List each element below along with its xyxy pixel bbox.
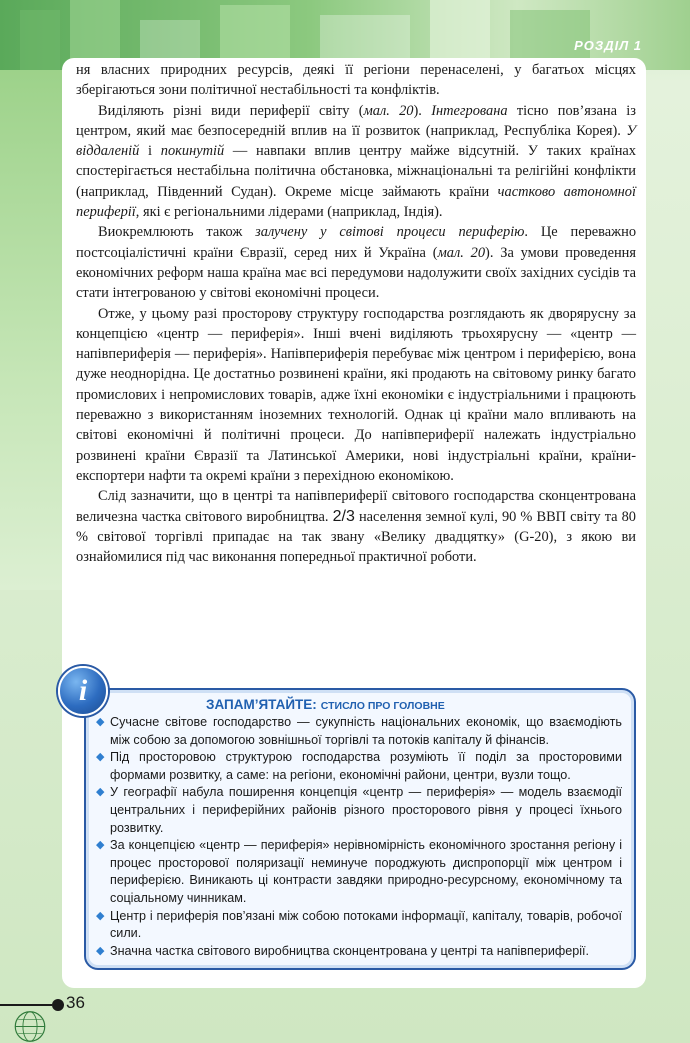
bullet-icon: ◆	[96, 909, 105, 922]
list-item	[94, 908, 622, 943]
list-item-text: За концепцією «центр — периферія» нерівномірність економічного зростання регіону і процес просторової поляризації неминуче породжують диспропорції між центром і периферією. Виникають ці контрасти завдяки природно-ресурсному, економічному та соціальному чинникам.	[110, 838, 622, 905]
remember-subheading: СТИСЛО ПРО ГОЛОВНЕ	[320, 700, 445, 712]
italic-term: мал. 20	[437, 244, 486, 261]
list-item	[94, 837, 622, 907]
italic-term: У віддаленій	[76, 122, 636, 160]
text-run: Виділяють різні види периферії світу (	[98, 102, 364, 119]
italic-term: Інтегрована	[431, 102, 508, 119]
list-item-text: У географії набула поширення концепція «центр — периферія» — модель взаємодії центральних і периферійних районів різного просторового рівня у процесі їхнього розвитку.	[110, 785, 622, 835]
list-item-text: Значна частка світового виробництва сконцентрована у центрі та напівпериферії.	[110, 943, 590, 958]
paragraph-3	[76, 222, 636, 303]
italic-term: частково автономної периферії	[76, 183, 636, 221]
list-item	[94, 784, 622, 837]
info-icon: i	[58, 666, 108, 716]
remember-list	[94, 714, 622, 960]
list-item-text: Під просторовою структурою господарства розуміють її поділ за просторовими формами розвитку, а саме: на регіони, економічні райони, центри, вузли тощо.	[110, 750, 622, 782]
fraction: 2/3	[332, 507, 355, 525]
page-number: 36	[66, 993, 85, 1012]
paragraph-5-start: Слід зазначити, що в центрі та напівпериферії світового господарства сконцентрована величезна частка світового виробництва.	[76, 488, 636, 525]
left-decoration	[0, 70, 70, 590]
list-item-text: Сучасне світове господарство — сукупність національних економік, що взаємодіють між собою за допомогою зовнішньої торгівлі та потоків капіталу й фінансів.	[110, 715, 622, 747]
text-run: ). За умови проведення економічних реформ наша країна має всі передумови надолужити своїх західних сусідів та стати інтегрованою у світові економічні процеси.	[76, 244, 636, 302]
section-tag: РОЗДІЛ 1	[574, 38, 642, 53]
bullet-icon: ◆	[96, 839, 105, 852]
paragraph-5	[76, 486, 636, 567]
text-run: , які є регіональними лідерами (наприклад, Індія).	[135, 204, 443, 221]
text-run: — навпаки вплив центру майже відсутній. У таких країнах спостерігається нестабільна політична обстановка, міжнаціональні та релігійні конфлікти (наприклад, Південний Судан). Окреме місце займають країни	[76, 143, 636, 200]
list-item-text: Центр і периферія пов’язані між собою потоками інформації, капіталу, товарів, робочої сили.	[110, 908, 622, 941]
list-item	[94, 943, 622, 961]
text-run: тісно пов’язана із центром, який має безпосередній вплив на її розвиток (наприклад, Республіка Корея).	[76, 102, 636, 139]
text-run: і	[139, 143, 161, 160]
text-run: Виокремлюють також	[98, 224, 256, 241]
italic-term: залучену у світові процеси периферію	[255, 224, 525, 241]
paragraph-2	[76, 101, 636, 223]
italic-term: мал. 20	[363, 102, 414, 119]
remember-title	[206, 697, 445, 712]
text-run: ня власних природних ресурсів, деякі її регіони перенаселені, у багатьох місцях зберігаються зони політичної нестабільності та конфліктів.	[76, 62, 636, 99]
remember-heading: ЗАПАМ’ЯТАЙТЕ:	[206, 697, 317, 712]
bullet-icon: ◆	[96, 944, 105, 957]
text-run: Отже, у цьому разі просторову структуру господарства розглядають як дворярусну за концепцією «центр — периферія». Інші вчені виділяють трьохярусну — «центр — напівпериферія — периферія». Напівпериферія перебуває між центром і периферією, вона дуже неоднорідна. Це достатньо розвинені країни, які продають на світовому ринку багато промислових і непромислових товарів, адже їхні економіки є індустріальними і працюють переважно з використанням іноземних технологій. Однак ці країни мало впливають на світові економічні й політичні процеси. До напівпериферії належать індустріально розвинені країни Євразії та Латинської Америки, нові індустріальні країни, країни-експортери нафти та окремі країни з перехідною економікою.	[76, 305, 636, 484]
footer-rule	[0, 1004, 52, 1006]
bullet-icon: ◆	[96, 786, 105, 799]
text-run: ).	[413, 102, 432, 119]
text-run: . Це переважно постсоціалістичні країни Євразії, серед них й Україна (	[76, 224, 637, 261]
italic-term: покинутій	[160, 143, 225, 160]
bullet-icon: ◆	[96, 716, 105, 728]
list-item	[94, 714, 622, 749]
paragraph-1	[76, 60, 636, 101]
bullet-icon: ◆	[96, 751, 105, 764]
paragraph-4	[76, 304, 636, 487]
list-item	[94, 749, 622, 784]
paragraph-5-end: населення земної кулі, 90 % ВВП світу та 80 % світової торгівлі припадає на так звану «Велику двадцятку» (G-20), з якою ви ознайомилися під час виконання попередньої практичної роботи.	[76, 508, 637, 566]
globe-icon	[2, 1010, 58, 1043]
main-text	[76, 60, 636, 567]
